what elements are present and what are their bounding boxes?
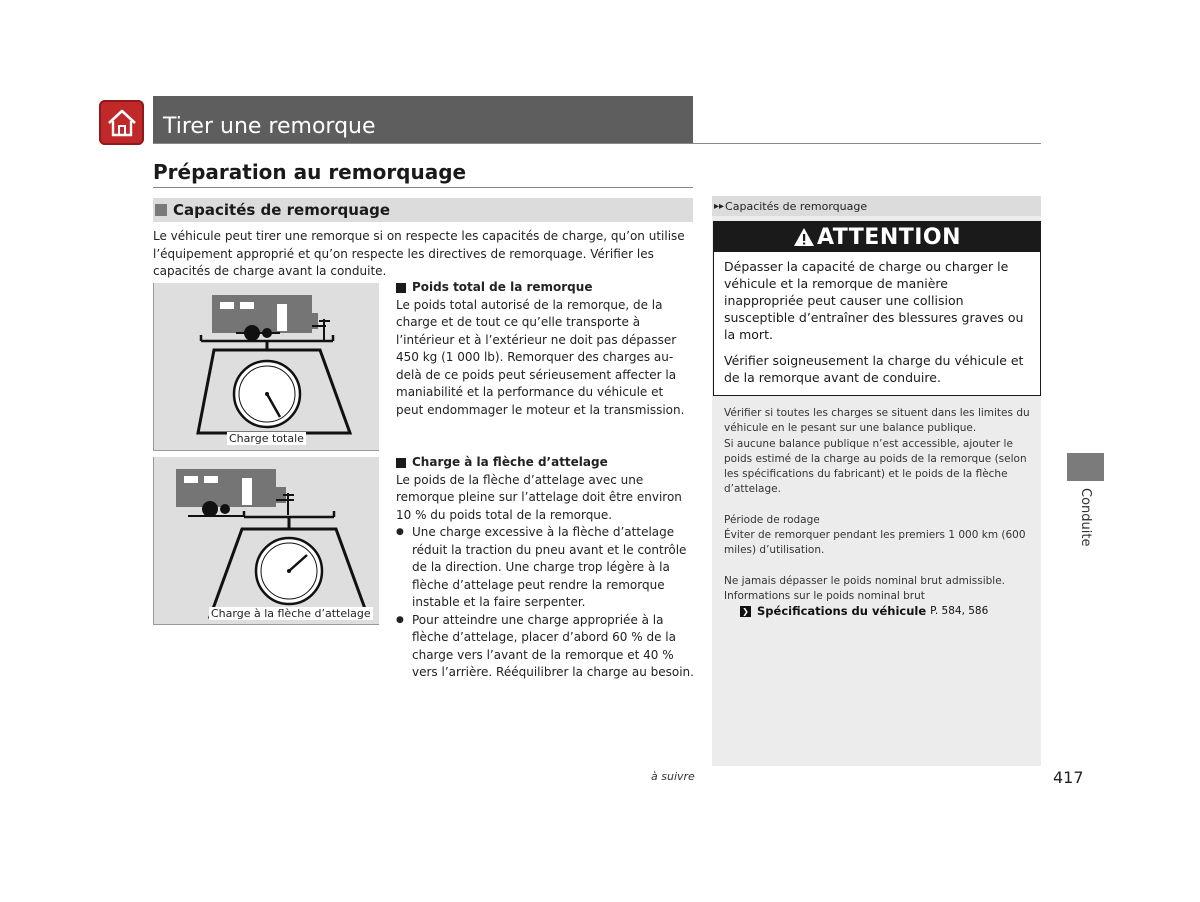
section-divider: [153, 187, 693, 188]
warning-header: [714, 222, 1040, 252]
note-paragraph: Si aucune balance publique n’est accessible, ajouter le poids estimé de la charge au poids de la remorque (selon les spécifications du fabricant) et le poids de la flèche d’attelage.: [724, 437, 1027, 496]
black-square-icon: [396, 458, 406, 468]
warning-paragraph: Vérifier soigneusement la charge du véhicule et de la remorque avant de conduire.: [724, 353, 1024, 385]
trailer-body: [212, 295, 312, 333]
tongue-load-bullets: [396, 524, 694, 682]
list-item: ● Une charge excessive à la flèche d’attelage réduit la traction du pneu avant et le contrôle de la direction. Une charge trop légère à la flèche d’attelage peut rendre la remorque instable et la faire serpenter.: [396, 524, 694, 612]
note-heading: Période de rodage: [724, 513, 820, 526]
warning-box: [713, 221, 1041, 396]
tongue-load-title: Charge à la flèche d’attelage: [412, 455, 608, 469]
subsection-header: [153, 198, 693, 222]
square-bullet-icon: [155, 204, 167, 216]
subsection-title: Capacités de remorquage: [173, 201, 391, 219]
chapter-tab[interactable]: [1067, 453, 1104, 481]
note-paragraph: Ne jamais dépasser le poids nominal brut admissible.: [724, 574, 1006, 587]
home-icon: [106, 108, 138, 138]
gross-weight-block: [396, 279, 694, 419]
note-paragraph: Éviter de remorquer pendant les premiers 1 000 km (600 miles) d’utilisation.: [724, 529, 1026, 557]
chapter-tab-label: Conduite: [1078, 488, 1093, 547]
figure-label-tongue-load: Charge à la flèche d’attelage: [211, 607, 371, 620]
total-load-figure: [153, 283, 379, 451]
trailer-wheel: [202, 501, 218, 517]
intro-paragraph: Le véhicule peut tirer une remorque si on respecte les capacités de charge, qu’on utilise l’équipement approprié et qu’on respecte les directives de remorquage. Vérifier les capacités de charge avant la conduite.: [153, 229, 685, 278]
trailer-body: [176, 469, 276, 507]
warning-paragraph: Dépasser la capacité de charge ou charger le véhicule et la remorque de manière inappropriée peut causer une collision susceptible d’entraîner des blessures graves ou la mort.: [724, 259, 1024, 342]
warning-triangle-icon: [793, 227, 815, 247]
tongue-load-figure: [153, 457, 379, 625]
page-title: Tirer une remorque: [153, 96, 693, 144]
sidebar-notes: [724, 406, 1036, 620]
link-arrow-icon: ❯: [740, 606, 751, 617]
gross-weight-title: Poids total de la remorque: [412, 280, 593, 294]
list-item: ● Pour atteindre une charge appropriée à la flèche d’attelage, placer d’abord 60 % de la charge vers l’avant de la remorque et 40 % vers l’arrière. Rééquilibrer la charge au besoin.: [396, 612, 694, 682]
figure-label-total-load: Charge totale: [229, 432, 304, 445]
vehicle-specs-link[interactable]: [724, 604, 1036, 619]
note-paragraph: Informations sur le poids nominal brut: [724, 589, 925, 602]
sidebar-reference-title: Capacités de remorquage: [725, 199, 868, 213]
tongue-load-heading: [396, 454, 694, 472]
page-number: 417: [1053, 768, 1084, 787]
section-title: Préparation au remorquage: [153, 160, 467, 184]
gross-weight-body: Le poids total autorisé de la remorque, de la charge et de tout ce qu’elle transporte à l’intérieur et à l’extérieur ne doit pas dépasser 450 kg (1 000 lb). Remorquer des charges au-delà de ce poids peut sérieusement affecter la maniabilité et la performance du véhicule et peut endommager le moteur et la transmission.: [396, 297, 685, 417]
link-label: Spécifications du véhicule: [757, 604, 927, 619]
gross-weight-heading: [396, 279, 694, 297]
tongue-load-block: [396, 454, 694, 682]
sidebar-reference-header: [712, 196, 1041, 216]
double-arrow-icon: ▸▸: [714, 200, 725, 212]
tongue-load-body: Le poids de la flèche d’attelage avec une remorque pleine sur l’attelage doit être environ 10 % du poids total de la remorque.: [396, 472, 682, 522]
continue-label: à suivre: [651, 770, 695, 783]
scale-trailer-illustration: [154, 283, 380, 451]
tongue-scale-illustration: [154, 457, 380, 625]
warning-title: ATTENTION: [816, 224, 962, 250]
black-square-icon: [396, 283, 406, 293]
home-button[interactable]: [99, 100, 144, 145]
note-paragraph: Vérifier si toutes les charges se situent dans les limites du véhicule en le pesant sur une balance publique.: [724, 407, 1030, 435]
warning-body: [714, 252, 1040, 386]
title-divider: [153, 143, 1041, 144]
link-pages: P. 584, 586: [930, 605, 989, 618]
